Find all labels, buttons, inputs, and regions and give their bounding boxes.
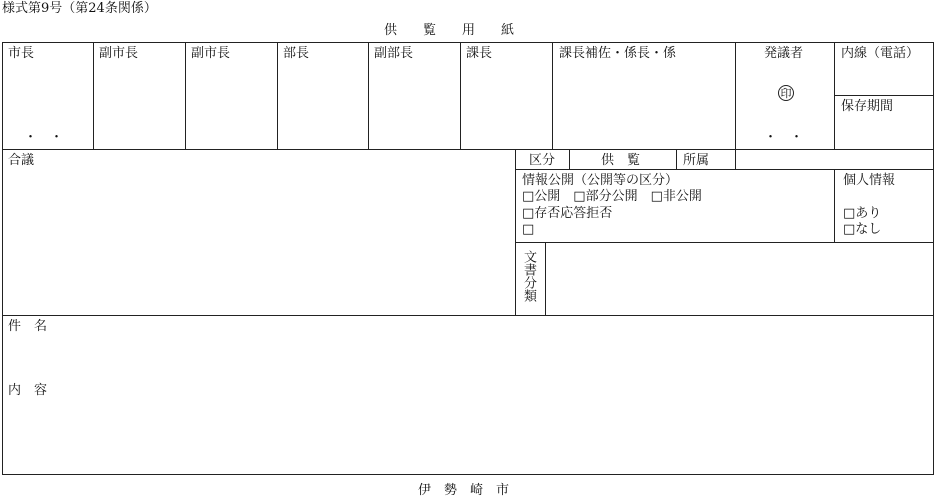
- seal-mark: 印: [778, 85, 794, 101]
- document-class-label: 文書分類: [521, 250, 536, 302]
- personal-info-divider: [834, 169, 835, 242]
- document-class-divider: [545, 242, 546, 315]
- subject-label: 件 名: [8, 319, 48, 334]
- consultation-divider: [515, 149, 516, 315]
- consultation-row-bottom: [2, 315, 934, 316]
- retention-label: 保存期間: [841, 99, 894, 114]
- disclosure-options-2: □存否応答拒否: [522, 206, 613, 221]
- disclosure-options-1: □公開 □部分公開 □非公開: [522, 189, 702, 204]
- approval-label-director: 部長: [283, 46, 310, 61]
- mayor-date-marks: ・ ・: [24, 130, 64, 145]
- consultation-label: 合議: [8, 153, 35, 168]
- approval-label-deputy-mayor-2: 副市長: [191, 46, 231, 61]
- approval-divider: [277, 42, 278, 149]
- department-label: 所属: [683, 153, 710, 168]
- content-label: 内 容: [8, 383, 48, 398]
- personal-info-title: 個人情報: [843, 173, 896, 188]
- disclosure-options-3: □: [522, 222, 535, 237]
- approval-divider: [735, 42, 736, 149]
- extension-divider: [834, 95, 934, 96]
- personal-info-yes: □あり: [843, 206, 882, 221]
- approval-divider: [368, 42, 369, 149]
- approval-divider: [552, 42, 553, 149]
- division-label: 区分: [529, 153, 556, 168]
- division-divider: [569, 149, 570, 169]
- proposer-date-marks: ・ ・: [764, 130, 804, 145]
- form-frame: [2, 42, 934, 475]
- division-divider: [676, 149, 677, 169]
- approval-row-bottom: [2, 149, 934, 150]
- approval-label-proposer: 発議者: [764, 46, 804, 61]
- approval-divider: [93, 42, 94, 149]
- approval-divider: [460, 42, 461, 149]
- disclosure-title: 情報公開（公開等の区分）: [522, 173, 679, 188]
- extension-label: 内線（電話）: [841, 46, 920, 61]
- form-title: 供 覧 用 紙: [384, 23, 515, 38]
- approval-label-mayor: 市長: [8, 46, 35, 61]
- circulation-label: 供 覧: [601, 153, 641, 168]
- approval-divider: [185, 42, 186, 149]
- division-divider: [735, 149, 736, 169]
- issuer-name: 伊 勢 崎 市: [418, 483, 510, 498]
- approval-label-assistant-chief: 課長補佐・係長・係: [559, 46, 677, 61]
- division-row-bottom: [515, 169, 934, 170]
- approval-divider: [834, 42, 835, 149]
- disclosure-row-bottom: [515, 242, 934, 243]
- approval-label-deputy-director: 副部長: [374, 46, 414, 61]
- form-number: 様式第9号（第24条関係）: [2, 1, 157, 16]
- approval-label-section-chief: 課長: [466, 46, 493, 61]
- personal-info-no: □なし: [843, 222, 882, 237]
- approval-label-deputy-mayor-1: 副市長: [99, 46, 139, 61]
